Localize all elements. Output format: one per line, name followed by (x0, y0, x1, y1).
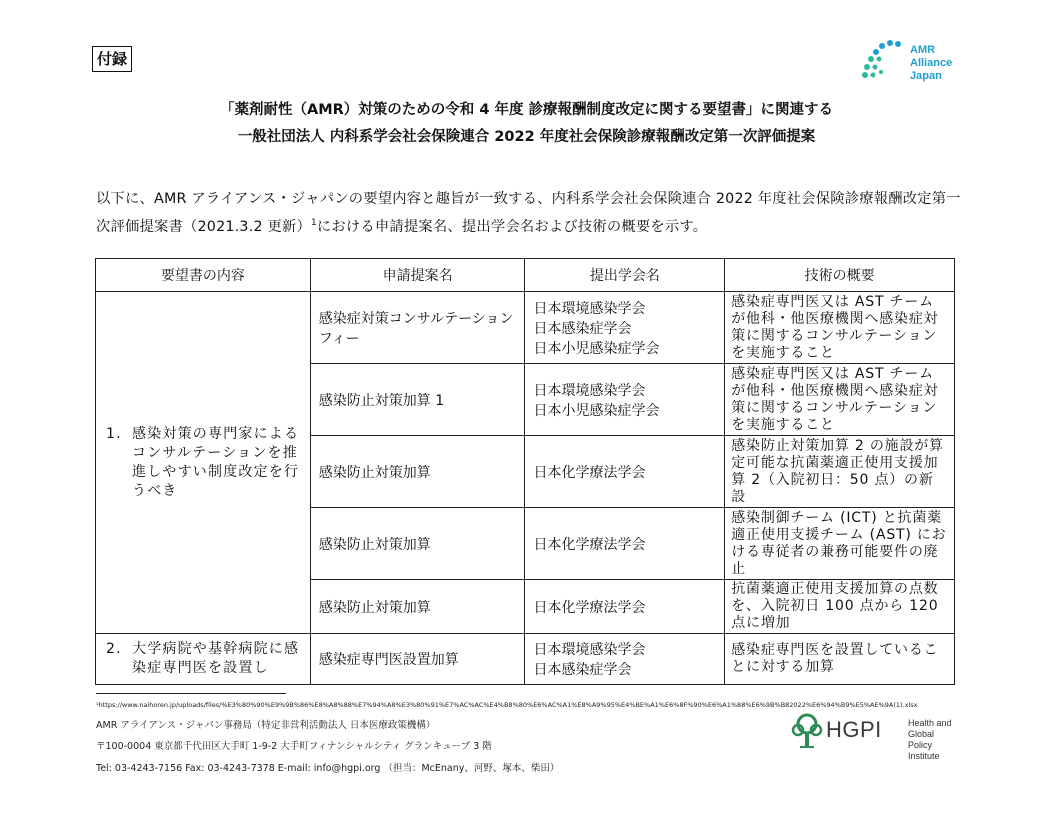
society-cell (525, 580, 725, 634)
intro-paragraph (96, 185, 966, 241)
summary-cell: 感染症専門医を設置していることに対する加算 (725, 634, 955, 685)
hgpi-sub-1: Health and Global (908, 718, 952, 739)
header-society: 提出学会名 (525, 259, 725, 292)
footnote-marker: 1 (310, 218, 317, 229)
logo-line-2: Alliance (910, 57, 953, 69)
appendix-tag: 付録 (92, 46, 132, 72)
proposal-table (95, 258, 955, 685)
table-header-row (96, 259, 955, 292)
society-name: 日本化学療法学会 (533, 536, 646, 553)
summary-cell: 抗菌薬適正使用支援加算の点数を、入院初日 100 点から 120 点に増加 (725, 580, 955, 634)
footnote-divider (96, 693, 286, 694)
table-row (96, 292, 955, 364)
request-text: 感染対策の専門家によるコンサルテーションを推進しやすい制度改定を行うべき (132, 425, 300, 499)
society-name: 日本化学療法学会 (533, 599, 646, 616)
hgpi-name: HGPI (826, 717, 882, 742)
tree-icon (790, 712, 824, 748)
logo-line-1: AMR (910, 44, 936, 56)
header-request: 要望書の内容 (96, 259, 311, 292)
summary-cell: 感染制御チーム (ICT) と抗菌薬適正使用支援チーム (AST) における専従者の兼務可能要件の廃止 (725, 508, 955, 580)
proposal-cell: 感染防止対策加算 (310, 436, 525, 508)
summary-cell: 感染症専門医又は AST チームが他科・他医療機関へ感染症対策に関するコンサルテーションを実施すること (725, 364, 955, 436)
header-summary: 技術の概要 (725, 259, 955, 292)
footer-address: 〒100-0004 東京都千代田区大手町 1-9-2 大手町フィナンシャルシティ グランキューブ 3 階 (96, 741, 492, 752)
society-name: 日本環境感染学会 (533, 382, 646, 399)
society-cell (525, 508, 725, 580)
intro-text-b: における申請提案名、提出学会名および技術の概要を示す。 (316, 219, 708, 235)
society-name: 日本感染症学会 (533, 320, 632, 337)
request-number: 2. (106, 641, 122, 657)
amr-alliance-logo (858, 40, 968, 90)
society-name: 日本小児感染症学会 (533, 402, 660, 419)
header-proposal: 申請提案名 (310, 259, 525, 292)
footer-office: AMR アライアンス・ジャパン事務局（特定非営利活動法人 日本医療政策機構） (96, 720, 436, 731)
logo-line-3: Japan (910, 70, 942, 82)
proposal-cell: 感染症対策コンサルテーションフィー (310, 292, 525, 364)
request-cell-1 (96, 292, 311, 634)
society-cell (525, 436, 725, 508)
proposal-cell: 感染防止対策加算 1 (310, 364, 525, 436)
hgpi-logo (790, 712, 960, 761)
document-title-line-2: 一般社団法人 内科系学会社会保険連合 2022 年度社会保険診療報酬改定第一次評価提案 (237, 129, 816, 145)
society-name: 日本小児感染症学会 (533, 340, 660, 357)
society-cell (525, 292, 725, 364)
society-name: 日本環境感染学会 (533, 642, 646, 658)
proposal-cell: 感染防止対策加算 (310, 508, 525, 580)
society-name: 日本感染症学会 (533, 662, 632, 678)
request-number: 1. (106, 425, 122, 442)
request-text: 大学病院や基幹病院に感染症専門医を設置し (132, 641, 300, 676)
society-name: 日本環境感染学会 (533, 300, 646, 317)
table-row (96, 634, 955, 685)
proposal-cell: 感染症専門医設置加算 (310, 634, 525, 685)
society-cell (525, 364, 725, 436)
proposal-cell: 感染防止対策加算 (310, 580, 525, 634)
request-cell-2 (96, 634, 311, 685)
footer-contact: Tel: 03-4243-7156 Fax: 03-4243-7378 E-mail: info@hgpi.org （担当：McEnany、河野、塚本、柴田） (96, 763, 560, 774)
society-name: 日本化学療法学会 (533, 464, 646, 481)
amr-dots-icon (858, 40, 908, 86)
summary-cell: 感染症専門医又は AST チームが他科・他医療機関へ感染症対策に関するコンサルテーションを実施すること (725, 292, 955, 364)
society-cell (525, 634, 725, 685)
summary-cell: 感染防止対策加算 2 の施設が算定可能な抗菌薬適正使用支援加算 2（入院初日：50 点）の新設 (725, 436, 955, 508)
footnote-url[interactable]: ¹https://www.naihoren.jp/uploads/files/%E3%80%90%E9%9B%86%E8%A8%88%E7%94%A8%E3%80%91%E7%AC%AC%E4%B8%80%E6%AC%A1%E8%A9%95%E4%BE%A1%E6%8F%90%E6%A1%88%E6%9B%B82022%E6%94%B9%E5%AE%9A(1).xlsx (96, 701, 918, 709)
document-title-line-1: 「薬剤耐性（AMR）対策のための令和 4 年度 診療報酬制度改定に関する要望書」に関連する (219, 102, 834, 118)
hgpi-sub-2: Policy Institute (908, 740, 940, 761)
intro-text-a: 以下に、AMR アライアンス・ジャパンの要望内容と趣旨が一致する、内科系学会社会保険連合 2022 年度社会保険診療報酬改定第一次評価提案書（2021.3.2 更新） (96, 191, 961, 235)
